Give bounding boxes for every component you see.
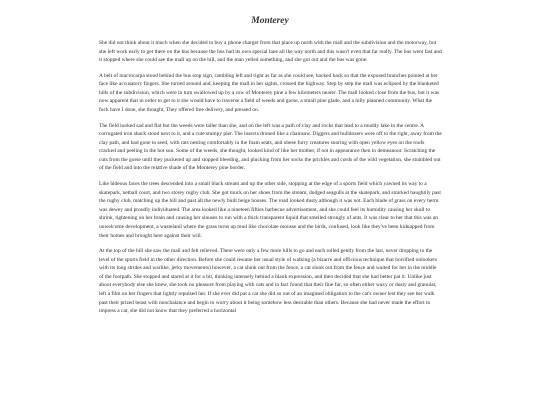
paragraph: She did not think about it much when she decided to buy a phone charger from that place up north with the mall and the subdivision and the motorway, but she left work early to get there on the bus because the bus had its own special lane all the way north and this wasn't even that far really. The bus went fast and it stopped where she could see the mall up on the hill, and the man yelled something, and she got out and the bus was gone. <box>99 40 442 64</box>
paragraph: At the top of the hill she saw the mall and felt relieved. There were only a few more hills to go and each rolled gently from the last, never dropping to the level of the sports field in the other direction. Before she could resume her usual style of walking (a bizarre and officious technique that horrified onlookers with its long strides and warlike, jerky movements) however, a cat slunk out from the fence, a cat slunk out from the fence and waited for her in the middle of the footpath. She stopped and stared at it for a bit, thinking intensely behind a blank expression, and then decided that she had better pat it. Unlike just about everybody else she knew, she took no pleasure from playing with cats and in fact found that their fine fur, so often either waxy or dusty and granular, left a film on her fingers that lightly repulsed her. If she ever did pat a cat she did so out of an imagined obligation to the cat's owner lest they see her walk past their prized beast with nonchalance and begin to worry about it being somehow less desirable than others. Because she had never made the effort to impress a cat, she did not know that they preferred a horizontal <box>99 248 438 315</box>
paragraph: Like hideous faces the trees descended into a small black stream and up the other side, stopping at the edge of a sports field which yawned its way to a skatepark, netball court, and two storey rugby club. She got muck on her shoes from the stream, dodged seagulls at the skatepark, and smirked haughtily past the rugby club, matching up the hill and past all the newly built beige houses. The road looked dusty although it was not. Each blade of grass on every berm was dewey and proudly individuated. The area looked like a nineteen fifties barbecue advertisement, and she could feel its humidity causing her skull to shrink, tightening on her brain and causing her sinuses to run with a thick transparent liquid that smelled strongly of ants. It was clear to her that this was an unwelcome development, a wasteland where the grass turns up mud like chocolate mousse and the birds, confused, look like they've been kidnapped from their homes and brought here against their will. <box>99 181 441 239</box>
paragraph: The field looked sad and flat but the weeds were taller than she, and on the left was a path of clay and rocks that lead to a muddy lake in the centre. A corrugated iron shack stood next to it, and a cute stumpy pier. The insects droned like a chainsaw. Diggers and bulldozers were off to the right, away from the clay path, and had gone to seed, with rats nesting comfortably in the foam seats, and obese furry creatures snoring with open yellow eyes on the roofs cracked and peeling in the hot sun. Some of the weeds, she thought, looked kind of like her mother, if not in appearance then in demeanour. Scratching the cuts from the gorse until they puckered up and stopped bleeding, and plucking from her socks the prickles and cords of the wild vegetation, she stumbled out of the field and into the relative shade of the Monterey pine border. <box>99 122 442 172</box>
paragraph: A belt of macrocarpa stood behind the bus stop sign, rambling left and right as far as she could see, hacked back so that the exposed branches pointed at her face like accusatory fingers. She turned around and, keeping the mall in her sights, crossed the highway. Step by step the mall was eclipsed by the blanketed hills of the subdivision, which were in turn swallowed up by a row of Monterey pine a few kilometers nearer. The mall looked close from the bus, but it was now apparent that in order to get to it she would have to traverse a field of weeds and gorse, a small pine glade, and a hilly planned community. What the fuck have I done, she thought, They offered free delivery, and pressed on. <box>99 72 439 114</box>
page-title: Monterey <box>251 16 289 26</box>
document-body <box>99 39 442 323</box>
